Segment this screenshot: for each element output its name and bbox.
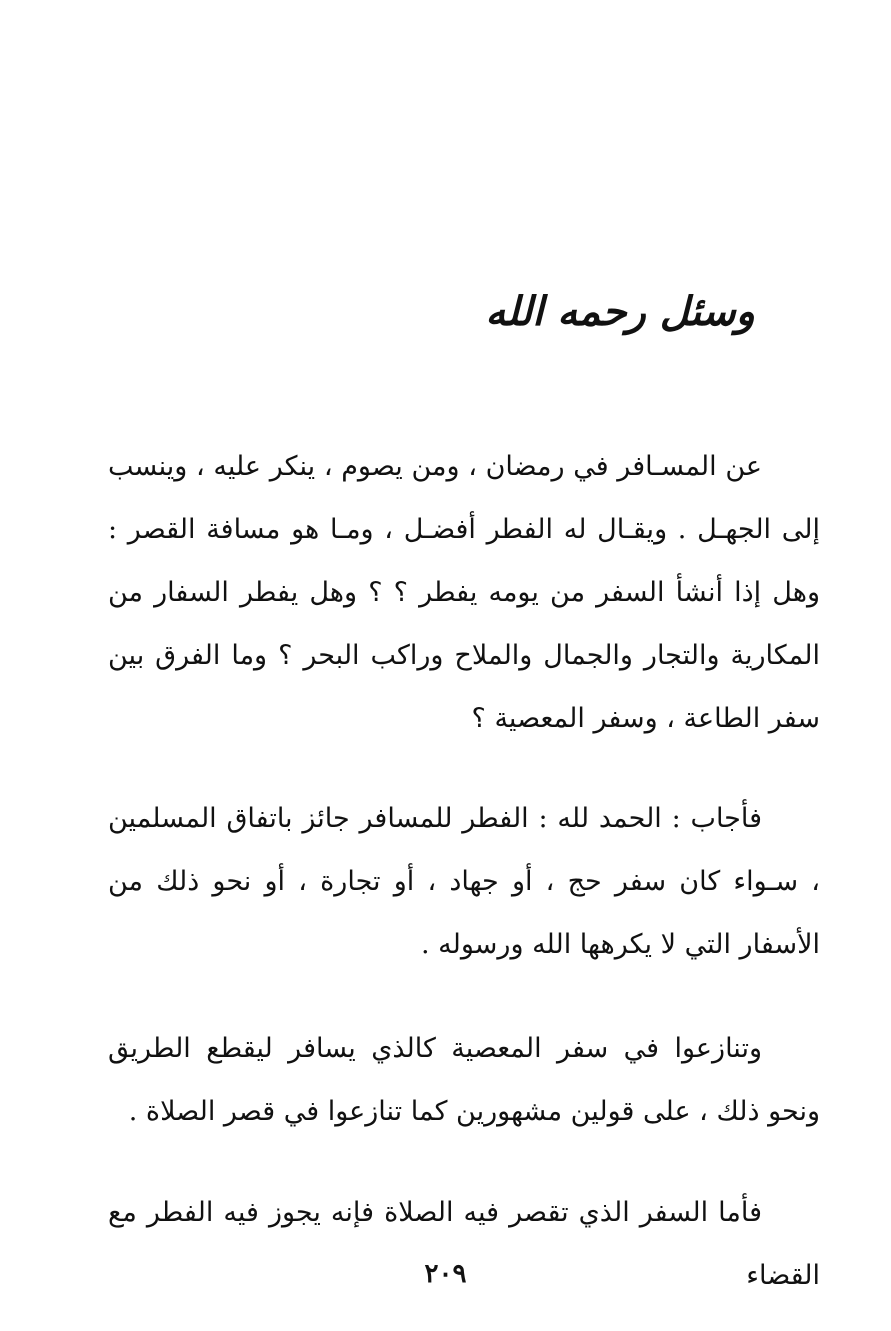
section-heading: وسئل رحمه الله [485, 288, 755, 335]
page-number: ٢٠٩ [424, 1259, 467, 1289]
answer-paragraph: فأجاب : الحمد لله : الفطر للمسافر جائز باتفاق المسلمين ، سـواء كان سفر حج ، أو جهاد ، أو تجارة ، أو نحو ذلك من الأسفار التي لا يكرهها الله ورسوله . [108, 803, 820, 960]
dispute-paragraph: وتنازعوا في سفر المعصية كالذي يسافر ليقطع الطريق ونحو ذلك ، على قولين مشهورين كما تنازعوا في قصر الصلاة . [108, 1033, 820, 1127]
question-paragraph: عن المسـافر في رمضان ، ومن يصوم ، ينكر عليه ، وينسب إلى الجهـل . ويقـال له الفطر أفضـل ، ومـا هو مسافة القصر : وهل إذا أنشأ السفر من يومه يفطر ؟ ؟ وهل يفطر السفار من المكارية والتجار والجمال والملاح وراكب البحر ؟ وما الفرق بين سفر الطاعة ، وسفر المعصية ؟ [108, 451, 820, 734]
travel-paragraph: فأما السفر الذي تقصر فيه الصلاة فإنه يجوز فيه الفطر مع القضاء [108, 1197, 820, 1291]
